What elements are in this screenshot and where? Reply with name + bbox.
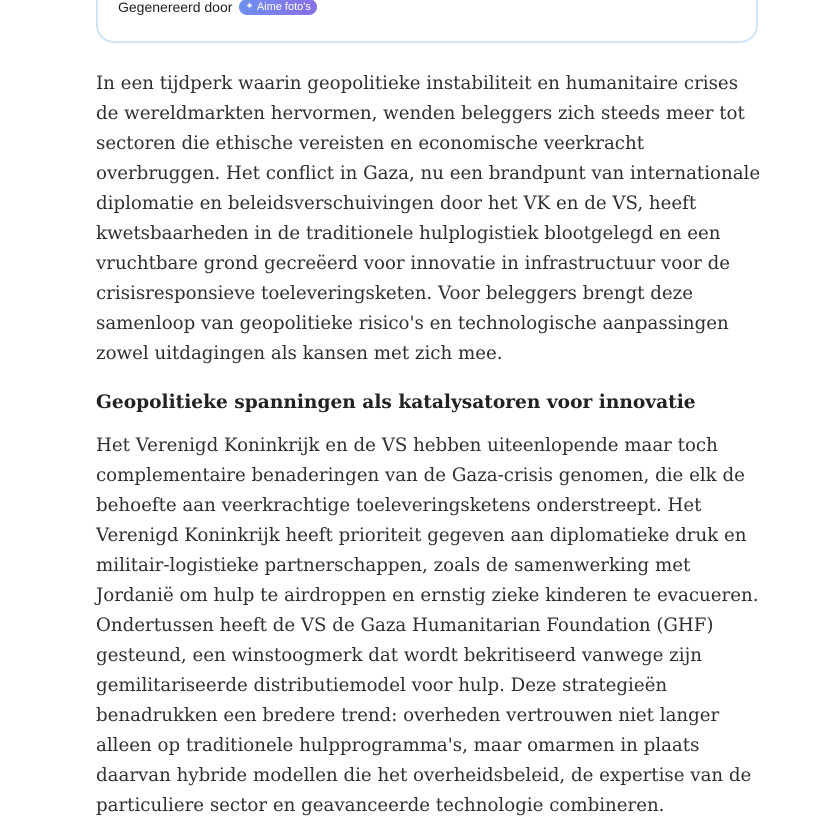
section-heading: Geopolitieke spanningen als katalysatoren voor innovatie bbox=[96, 392, 696, 413]
aime-photos-label: Aime foto's bbox=[256, 1, 311, 13]
article-body bbox=[96, 69, 764, 821]
article-paragraph-2: Het Verenigd Koninkrijk en de VS hebben uiteenlopende maar toch complementaire benaderingen van de Gaza-crisis genomen, die elk de behoefte aan veerkrachtige toeleveringsketens onderstreept. Het Verenigd Koninkrijk heeft prioriteit gegeven aan diplomatieke druk en militair-logistieke partnerschappen, zoals de samenwerking met Jordanië om hulp te airdroppen en ernstig zieke kinderen te evacueren. Ondertussen heeft de VS de Gaza Humanitarian Foundation (GHF) gesteund, een winstoogmerk dat wordt bekritiseerd vanwege zijn gemilitariseerde distributiemodel voor hulp. Deze strategieën benadrukken een bredere trend: overheden vertrouwen niet langer alleen op traditionele hulpprogramma's, maar omarmen in plaats daarvan hybride modellen die het overheidsbeleid, de expertise van de particuliere sector en geavanceerde technologie combineren. bbox=[96, 435, 759, 816]
generated-by-label: Gegenereerd door bbox=[118, 0, 233, 15]
sparkle-icon: ✦ bbox=[245, 1, 254, 12]
article-paragraph-1: In een tijdperk waarin geopolitieke instabiliteit en humanitaire crises de wereldmarkten hervormen, wenden beleggers zich steeds meer tot sectoren die ethische vereisten en economische veerkracht overbruggen. Het conflict in Gaza, nu een brandpunt van internationale diplomatie en beleidsverschuivingen door het VK en de VS, heeft kwetsbaarheden in de traditionele hulplogistiek blootgelegd en een vruchtbare grond gecreëerd voor innovatie in infrastructuur voor de crisisresponsieve toeleveringsketen. Voor beleggers brengt deze samenloop van geopolitieke risico's en technologische aanpassingen zowel uitdagingen als kansen met zich mee. bbox=[96, 73, 761, 364]
image-caption-card bbox=[96, 0, 758, 43]
aime-photos-badge[interactable] bbox=[239, 0, 316, 15]
generated-by-row bbox=[118, 0, 317, 15]
